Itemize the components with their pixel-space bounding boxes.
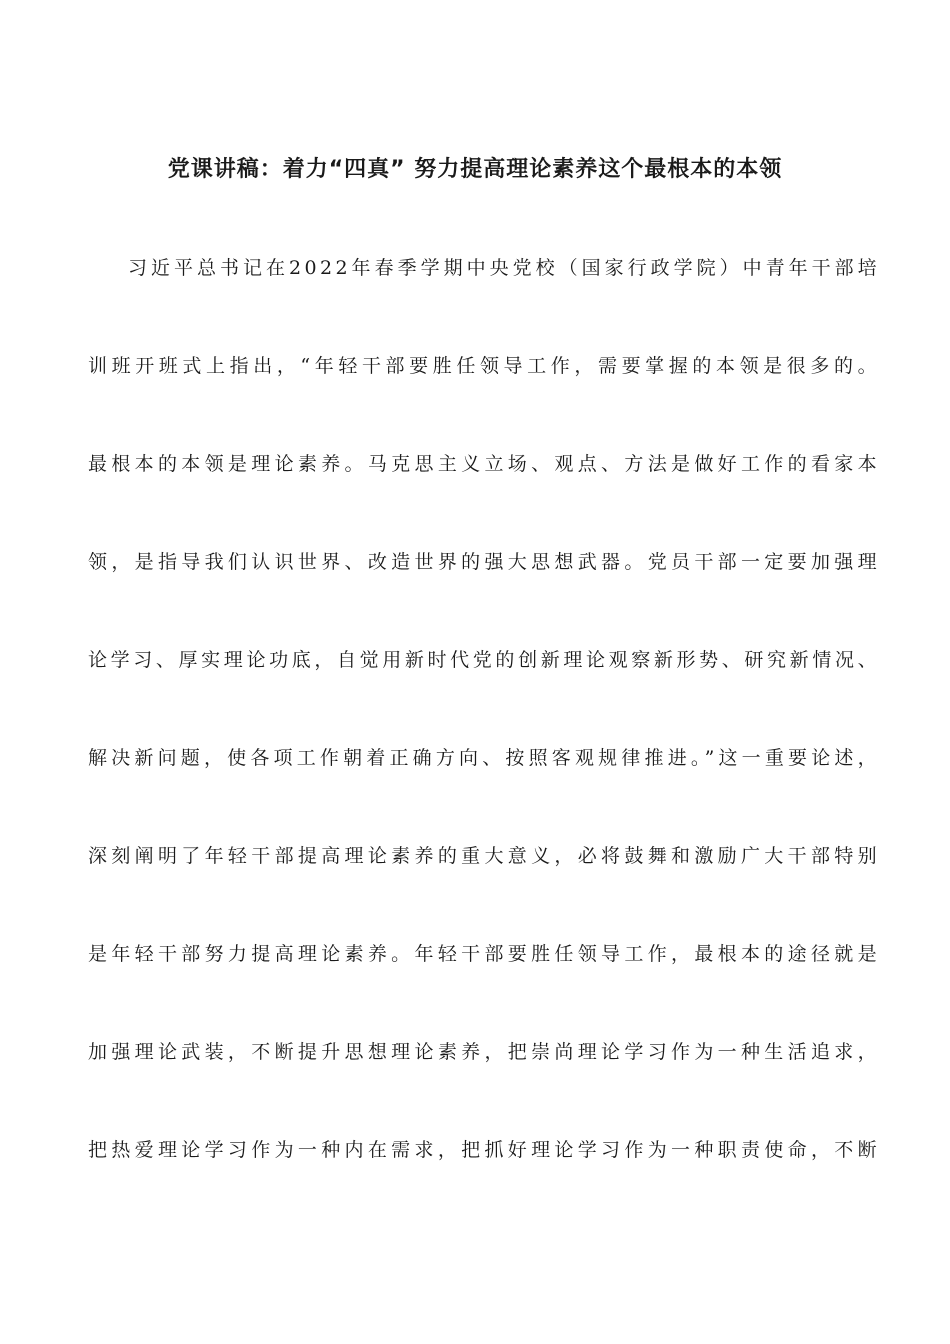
paragraph-line: 论学习、厚实理论功底，自觉用新时代党的创新理论观察新形势、研究新情况、 (88, 649, 880, 671)
paragraph-line: 解决新问题，使各项工作朝着正确方向、按照客观规律推进。”这一重要论述， (88, 747, 880, 769)
document-title: 党课讲稿：着力“四真” 努力提高理论素养这个最根本的本领 (167, 157, 783, 182)
paragraph-line: 最根本的本领是理论素养。马克思主义立场、观点、方法是做好工作的看家本 (88, 453, 880, 475)
paragraph-line: 把热爱理论学习作为一种内在需求，把抓好理论学习作为一种职责使命，不断 (88, 1139, 880, 1161)
paragraph-line: 是年轻干部努力提高理论素养。年轻干部要胜任领导工作，最根本的途径就是 (88, 943, 880, 965)
paragraph-line: 深刻阐明了年轻干部提高理论素养的重大意义，必将鼓舞和激励广大干部特别 (88, 845, 880, 867)
paragraph-line: 训班开班式上指出，“年轻干部要胜任领导工作，需要掌握的本领是很多的。 (88, 355, 880, 377)
paragraph-line: 习近平总书记在2022年春季学期中央党校（国家行政学院）中青年干部培 (128, 257, 880, 279)
paragraph-line: 领，是指导我们认识世界、改造世界的强大思想武器。党员干部一定要加强理 (88, 551, 880, 573)
paragraph-line: 加强理论武装，不断提升思想理论素养，把崇尚理论学习作为一种生活追求， (88, 1041, 880, 1063)
